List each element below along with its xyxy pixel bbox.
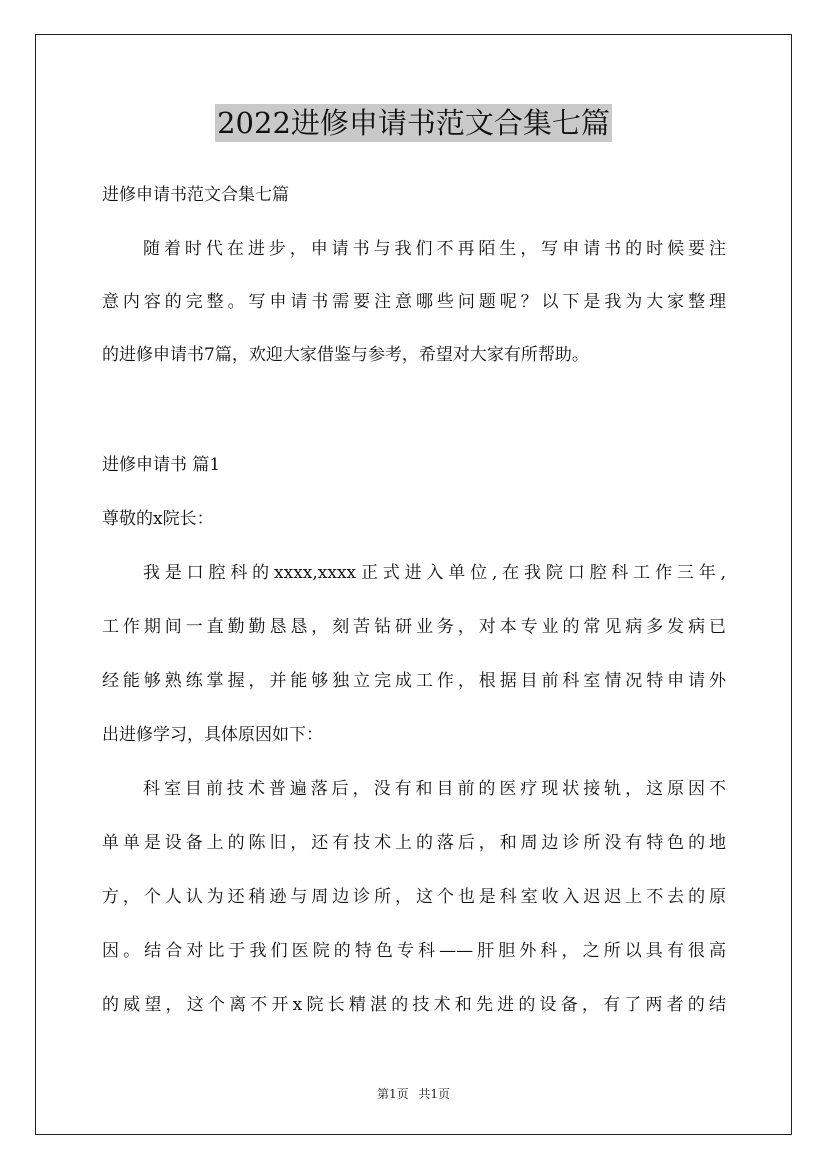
intro-line: 随着时代在进步，申请书与我们不再陌生，写申请书的时候要注	[143, 239, 726, 259]
document-title: 2022进修申请书范文合集七篇	[217, 106, 610, 140]
page-footer	[0, 1085, 827, 1102]
salutation: 尊敬的x院长：	[102, 509, 214, 529]
page-total: 共1页	[418, 1087, 451, 1101]
paragraph-line: 出进修学习，具体原因如下：	[102, 725, 323, 745]
document-subtitle: 进修申请书范文合集七篇	[102, 185, 289, 205]
paragraph-line: 方，个人认为还稍逊与周边诊所，这个也是科室收入迟迟上不去的原	[102, 887, 726, 907]
page-number: 第1页	[376, 1087, 409, 1101]
paragraph-line: 因。结合对比于我们医院的特色专科——肝胆外科，之所以具有很高	[102, 941, 726, 961]
paragraph-line: 科室目前技术普遍落后，没有和目前的医疗现状接轨，这原因不	[143, 779, 726, 799]
paragraph-line: 工作期间一直勤勤恳恳，刻苦钻研业务，对本专业的常见病多发病已	[102, 617, 726, 637]
section-heading: 进修申请书 篇1	[102, 455, 221, 475]
paragraph-line: 我是口腔科的xxxx,xxxx正式进入单位,在我院口腔科工作三年,	[143, 563, 726, 583]
intro-line: 意内容的完整。写申请书需要注意哪些问题呢？以下是我为大家整理	[102, 292, 726, 312]
paragraph-line: 的威望，这个离不开x院长精湛的技术和先进的设备，有了两者的结	[102, 995, 726, 1015]
paragraph-line: 单单是设备上的陈旧，还有技术上的落后，和周边诊所没有特色的地	[102, 833, 726, 853]
paragraph-line: 经能够熟练掌握，并能够独立完成工作，根据目前科室情况特申请外	[102, 671, 726, 691]
title-container	[0, 104, 827, 142]
intro-line: 的进修申请书7篇，欢迎大家借鉴与参考，希望对大家有所帮助。	[102, 345, 589, 365]
